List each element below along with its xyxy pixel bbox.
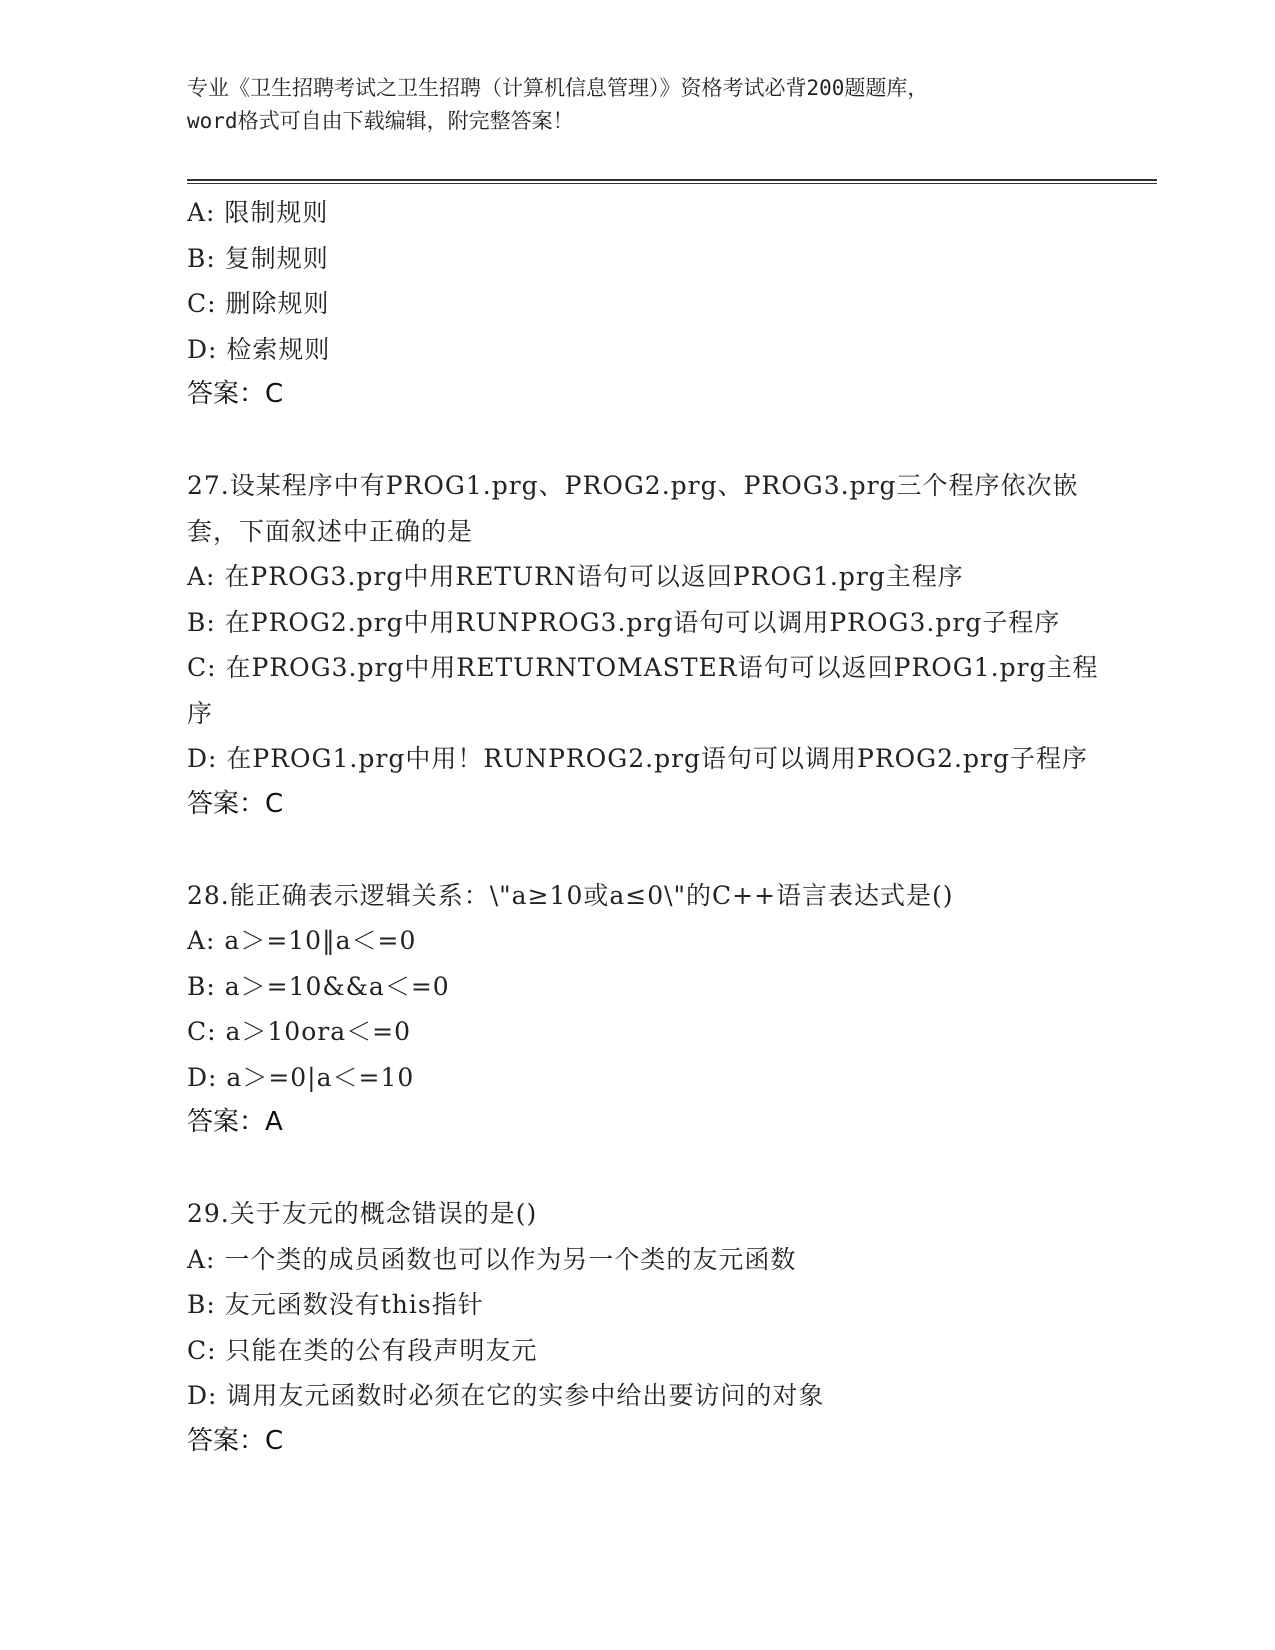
answer-line: 答案：C: [187, 788, 284, 819]
question-text-continued: 套，下面叙述中正确的是: [187, 516, 474, 546]
question-block-27: [187, 463, 1099, 827]
block-spacer: [187, 418, 1087, 464]
question-content: [187, 190, 1099, 1464]
question-text: 28.能正确表示逻辑关系：\"a≥10或a≤0\"的C++语言表达式是(): [187, 880, 954, 910]
question-block-29: [187, 1191, 1087, 1464]
question-block-26: [187, 190, 1087, 418]
answer-line: 答案：A: [187, 1107, 283, 1137]
question-text: 29.关于友元的概念错误的是(): [187, 1199, 538, 1228]
option-b: B: a＞=10&&a＜=0: [187, 971, 450, 1001]
option-b: B: 友元函数没有this指针: [187, 1290, 484, 1319]
option-a: A: 限制规则: [187, 198, 329, 227]
header-divider-bottom: [187, 183, 1157, 184]
option-d: D: 调用友元函数时必须在它的实参中给出要访问的对象: [187, 1381, 825, 1410]
option-a: A: 在PROG3.prg中用RETURN语句可以返回PROG1.prg主程序: [187, 562, 964, 591]
header-title-line-2: word格式可自由下载编辑，附完整答案！: [187, 109, 574, 133]
option-b: B: 复制规则: [187, 243, 329, 273]
header-divider-top: [187, 179, 1157, 181]
document-header: [187, 72, 1107, 138]
answer-line: 答案：C: [187, 379, 284, 409]
option-c: C: 只能在类的公有段声明友元: [187, 1335, 538, 1365]
option-d: D: a＞=0|a＜=10: [187, 1062, 415, 1092]
question-block-28: [187, 873, 1087, 1146]
option-a: A: 一个类的成员函数也可以作为另一个类的友元函数: [187, 1244, 797, 1274]
option-c: C: 删除规则: [187, 289, 330, 318]
block-spacer: [187, 1146, 1087, 1192]
block-spacer: [187, 827, 1087, 873]
header-title-line-1: 专业《卫生招聘考试之卫生招聘（计算机信息管理）》资格考试必背200题题库，: [187, 76, 929, 100]
option-c: C: 在PROG3.prg中用RETURNTOMASTER语句可以返回PROG1.prg主程: [187, 653, 1099, 682]
option-d: D: 检索规则: [187, 334, 331, 364]
question-text: 27.设某程序中有PROG1.prg、PROG2.prg、PROG3.prg三个程序依次嵌: [187, 471, 1079, 500]
option-a: A: a＞=10‖a＜=0: [187, 926, 417, 955]
option-b: B: 在PROG2.prg中用RUNPROG3.prg语句可以调用PROG3.prg子程序: [187, 607, 1061, 637]
answer-line: 答案：C: [187, 1425, 284, 1456]
option-d: D: 在PROG1.prg中用！RUNPROG2.prg语句可以调用PROG2.prg子程序: [187, 744, 1088, 773]
option-c-continued: 序: [187, 698, 214, 728]
option-c: C: a＞10ora＜=0: [187, 1017, 411, 1046]
